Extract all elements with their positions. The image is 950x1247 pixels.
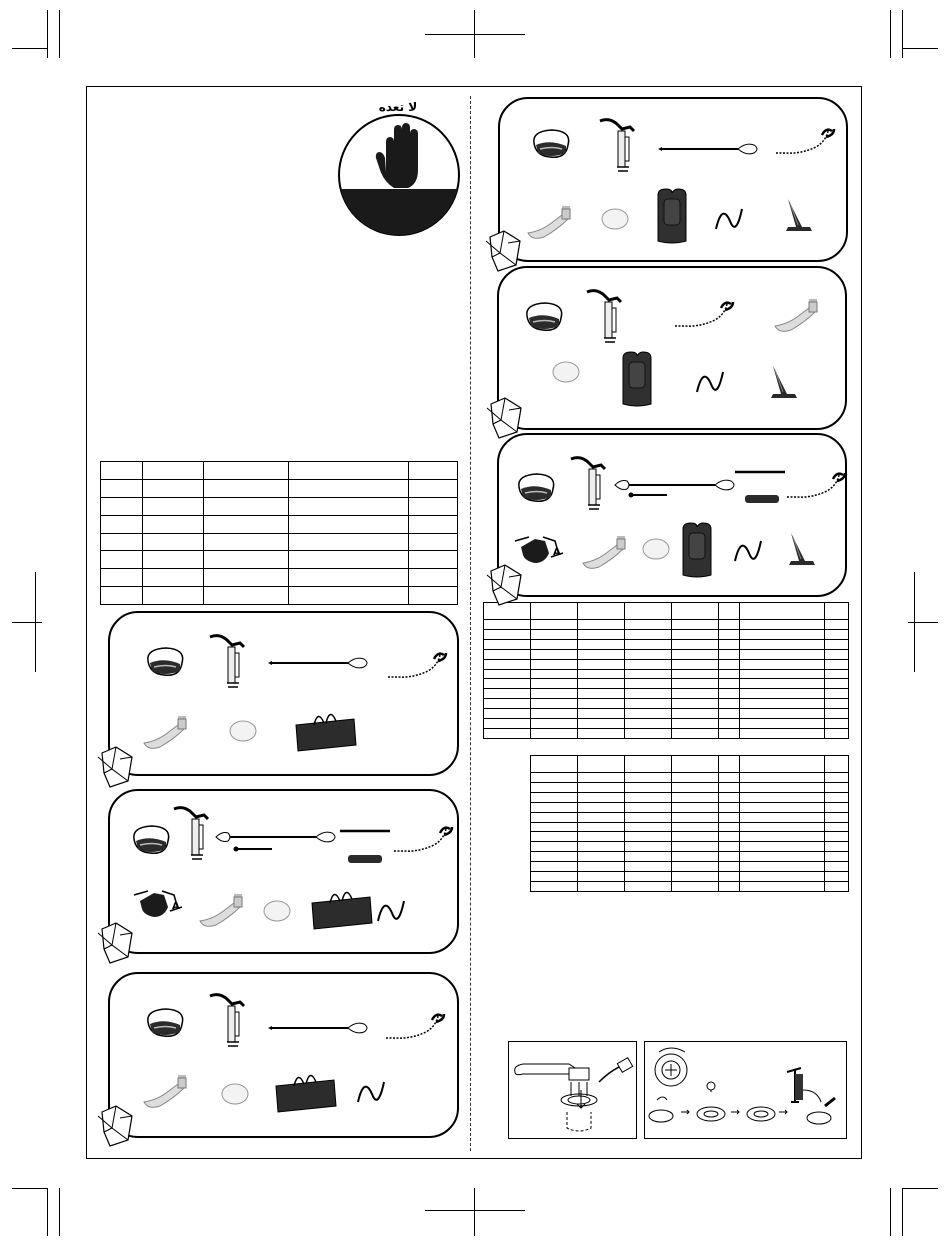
stop-sign-label: لا تعده bbox=[378, 100, 418, 114]
pump-icon bbox=[210, 636, 244, 687]
pin-icon bbox=[629, 493, 668, 498]
pump-icon bbox=[600, 120, 634, 171]
seat-icon bbox=[515, 537, 563, 563]
column-divider bbox=[470, 96, 471, 1151]
pump-icon bbox=[174, 808, 208, 859]
leash-icon bbox=[776, 129, 834, 153]
brush-icon bbox=[528, 206, 570, 238]
paddle-icon bbox=[268, 658, 367, 668]
pin-icon bbox=[234, 847, 273, 852]
patch-icon bbox=[602, 209, 628, 229]
valve-steps-diagram bbox=[644, 1041, 847, 1139]
pump-icon bbox=[210, 995, 244, 1046]
stop-sign bbox=[338, 98, 464, 240]
right-table-1 bbox=[483, 602, 849, 739]
fin-icon bbox=[771, 366, 797, 398]
bag-icon bbox=[683, 523, 711, 577]
carry-bag-icon bbox=[296, 714, 356, 751]
carry-bag-icon bbox=[276, 1075, 336, 1112]
carry-bag-icon bbox=[312, 892, 372, 929]
cord-icon bbox=[697, 372, 723, 392]
cord-icon bbox=[735, 541, 761, 561]
leash-icon bbox=[675, 302, 733, 326]
backpack-icon bbox=[148, 1009, 183, 1036]
backpack-icon bbox=[519, 474, 554, 501]
brush-icon bbox=[775, 299, 817, 331]
top-left-table bbox=[100, 461, 458, 605]
brush-icon bbox=[200, 894, 242, 926]
bag-icon bbox=[658, 189, 686, 243]
panel-left-1 bbox=[108, 611, 459, 776]
leash-icon bbox=[388, 653, 446, 677]
backpack-icon bbox=[148, 648, 183, 675]
patch-icon bbox=[264, 901, 290, 921]
valve-wrench-icon bbox=[509, 1042, 638, 1140]
shaft-short-icon bbox=[348, 855, 382, 863]
panel-right-3 bbox=[497, 433, 847, 597]
backpack-icon bbox=[534, 130, 569, 157]
bag-icon bbox=[623, 352, 651, 406]
patch-icon bbox=[222, 1084, 248, 1104]
brush-icon bbox=[144, 716, 186, 748]
fin-icon bbox=[786, 199, 812, 231]
paddle-icon bbox=[216, 832, 335, 842]
pump-icon bbox=[587, 291, 621, 342]
panel-left-3 bbox=[108, 972, 459, 1138]
brush-icon bbox=[144, 1075, 186, 1107]
brush-icon bbox=[583, 536, 625, 568]
shaft-short-icon bbox=[745, 495, 779, 503]
panel-left-2 bbox=[108, 789, 459, 954]
valve-wrench-diagram bbox=[508, 1041, 637, 1139]
backpack-icon bbox=[134, 826, 169, 853]
patch-icon bbox=[553, 362, 579, 382]
paddle-icon bbox=[615, 480, 734, 490]
leash-icon bbox=[787, 473, 845, 497]
paddle-icon bbox=[268, 1023, 367, 1033]
right-table-2 bbox=[530, 755, 849, 892]
cord-icon bbox=[378, 901, 404, 921]
patch-icon bbox=[230, 721, 256, 741]
leash-icon bbox=[394, 827, 452, 851]
paddle-icon bbox=[658, 144, 757, 154]
fin-icon bbox=[789, 533, 815, 565]
stop-hand-icon bbox=[338, 114, 462, 238]
cord-icon bbox=[716, 209, 742, 229]
panel-right-1 bbox=[498, 97, 848, 262]
panel-right-2 bbox=[497, 266, 847, 430]
seat-icon bbox=[134, 891, 182, 917]
cord-icon bbox=[358, 1082, 384, 1102]
backpack-icon bbox=[527, 303, 562, 330]
pump-icon bbox=[571, 458, 605, 509]
patch-icon bbox=[643, 539, 669, 559]
leash-icon bbox=[386, 1014, 444, 1038]
valve-steps-icon bbox=[645, 1042, 848, 1140]
